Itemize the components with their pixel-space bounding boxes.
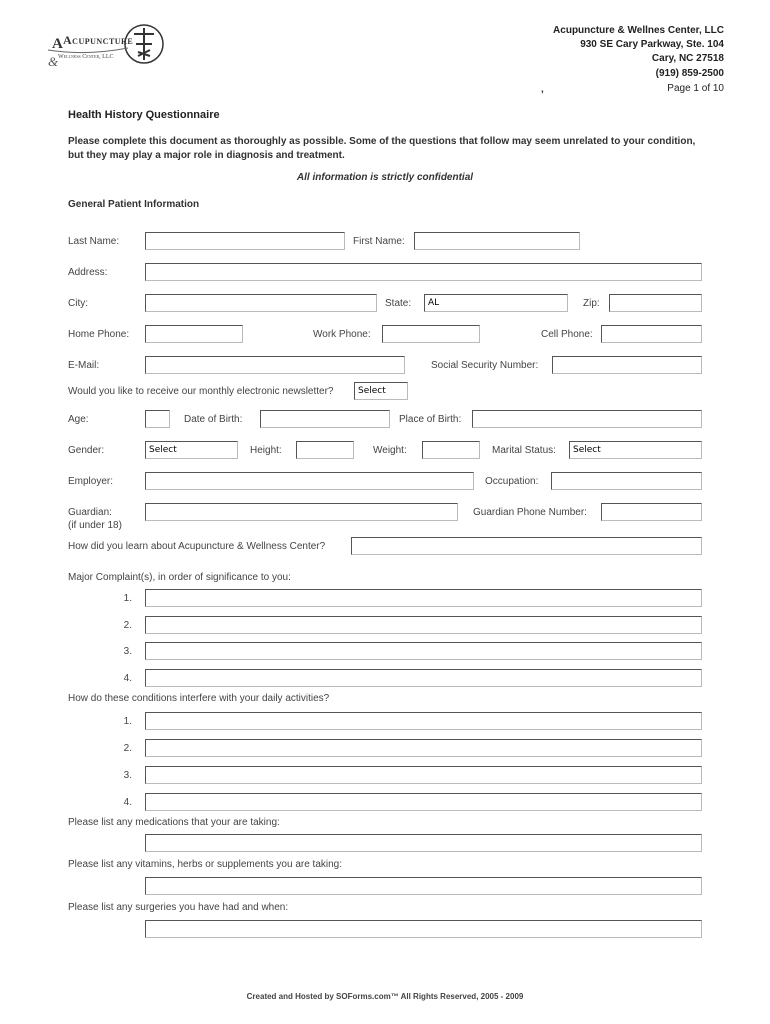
newsletter-select[interactable]: Select: [354, 382, 408, 400]
svg-text:A: A: [52, 36, 63, 52]
state-label: State:: [385, 298, 412, 309]
last-name-input[interactable]: [145, 232, 345, 250]
occupation-input[interactable]: [551, 472, 702, 490]
address-line-2: 930 SE Cary Parkway, Ste. 104: [580, 39, 724, 50]
logo-sub-text: Wellness Center, LLC: [58, 54, 114, 60]
work-phone-input[interactable]: [382, 325, 480, 343]
home-phone-input[interactable]: [145, 325, 243, 343]
ssn-input[interactable]: [552, 356, 702, 374]
interfere-input-3[interactable]: [145, 766, 702, 784]
gender-select[interactable]: Select: [145, 441, 238, 459]
first-name-input[interactable]: [414, 232, 580, 250]
page-title: Health History Questionnaire: [68, 109, 220, 121]
city-input[interactable]: [145, 294, 377, 312]
surgeries-input[interactable]: [145, 920, 702, 938]
zip-input[interactable]: [609, 294, 702, 312]
intro-text: Please complete this document as thoroughly as possible. Some of the questions that follow may seem unrelated to your condition, but they may play a major role in diagnosis and treatment.: [68, 136, 696, 161]
medications-label: Please list any medications that your are taking:: [68, 817, 280, 828]
interfere-input-1[interactable]: [145, 712, 702, 730]
pob-input[interactable]: [472, 410, 702, 428]
gender-label: Gender:: [68, 445, 105, 456]
interfere-number-3: 3.: [123, 770, 132, 781]
interfere-input-4[interactable]: [145, 793, 702, 811]
svg-text:&: &: [48, 54, 59, 69]
pob-label: Place of Birth:: [399, 414, 462, 425]
logo: [46, 22, 166, 70]
address-phone: (919) 859-2500: [655, 68, 724, 79]
interfere-number-2: 2.: [123, 743, 132, 754]
employer-label: Employer:: [68, 476, 114, 487]
learn-input[interactable]: [351, 537, 702, 555]
complaint-input-4[interactable]: [145, 669, 702, 687]
interfere-number-4: 4.: [123, 797, 132, 808]
age-input[interactable]: [145, 410, 170, 428]
height-input[interactable]: [296, 441, 354, 459]
confidential-note: All information is strictly confidential: [296, 172, 474, 183]
learn-label: How did you learn about Acupuncture & Wellness Center?: [68, 541, 326, 552]
section-heading: General Patient Information: [68, 199, 200, 210]
address-input[interactable]: [145, 263, 702, 281]
guardian-phone-input[interactable]: [601, 503, 702, 521]
zip-label: Zip:: [583, 298, 600, 309]
first-name-label: First Name:: [353, 236, 405, 247]
address-line-1: Acupuncture & Wellnes Center, LLC: [553, 25, 724, 36]
weight-label: Weight:: [373, 445, 407, 456]
cell-phone-input[interactable]: [601, 325, 702, 343]
complaint-number-1: 1.: [123, 593, 132, 604]
dob-input[interactable]: [260, 410, 390, 428]
dob-label: Date of Birth:: [184, 414, 243, 425]
interfere-label: How do these conditions interfere with your daily activities?: [68, 693, 330, 704]
address-line-3: Cary, NC 27518: [651, 53, 724, 64]
newsletter-label: Would you like to receive our monthly electronic newsletter?: [68, 386, 334, 397]
guardian-phone-label: Guardian Phone Number:: [473, 507, 587, 518]
home-phone-label: Home Phone:: [68, 329, 130, 340]
guardian-note: (if under 18): [68, 520, 122, 531]
state-select[interactable]: AL: [424, 294, 568, 312]
age-label: Age:: [68, 414, 89, 425]
employer-input[interactable]: [145, 472, 474, 490]
work-phone-label: Work Phone:: [313, 329, 371, 340]
email-label: E-Mail:: [68, 360, 100, 371]
vitamins-label: Please list any vitamins, herbs or supplements you are taking:: [68, 859, 343, 870]
complaints-label: Major Complaint(s), in order of significance to you:: [68, 572, 291, 583]
logo-main-text: Acupuncture: [63, 33, 134, 47]
complaint-number-4: 4.: [123, 673, 132, 684]
marital-select[interactable]: Select: [569, 441, 702, 459]
complaint-input-3[interactable]: [145, 642, 702, 660]
vitamins-input[interactable]: [145, 877, 702, 895]
city-label: City:: [68, 298, 88, 309]
guardian-label: Guardian:: [68, 507, 112, 518]
occupation-label: Occupation:: [485, 476, 539, 487]
complaint-input-1[interactable]: [145, 589, 702, 607]
surgeries-label: Please list any surgeries you have had and when:: [68, 902, 289, 913]
cell-phone-label: Cell Phone:: [541, 329, 593, 340]
marital-label: Marital Status:: [492, 445, 556, 456]
address-label: Address:: [68, 267, 108, 278]
complaint-input-2[interactable]: [145, 616, 702, 634]
stray-comma: ,: [541, 84, 544, 95]
email-input[interactable]: [145, 356, 405, 374]
complaint-number-3: 3.: [123, 646, 132, 657]
interfere-number-1: 1.: [123, 716, 132, 727]
complaint-number-2: 2.: [123, 620, 132, 631]
page-number: Page 1 of 10: [667, 83, 724, 94]
height-label: Height:: [250, 445, 282, 456]
medications-input[interactable]: [145, 834, 702, 852]
guardian-input[interactable]: [145, 503, 458, 521]
footer-text: Created and Hosted by SOForms.com™ All Rights Reserved, 2005 - 2009: [246, 992, 524, 1001]
weight-input[interactable]: [422, 441, 480, 459]
ssn-label: Social Security Number:: [431, 360, 539, 371]
interfere-input-2[interactable]: [145, 739, 702, 757]
last-name-label: Last Name:: [68, 236, 120, 247]
